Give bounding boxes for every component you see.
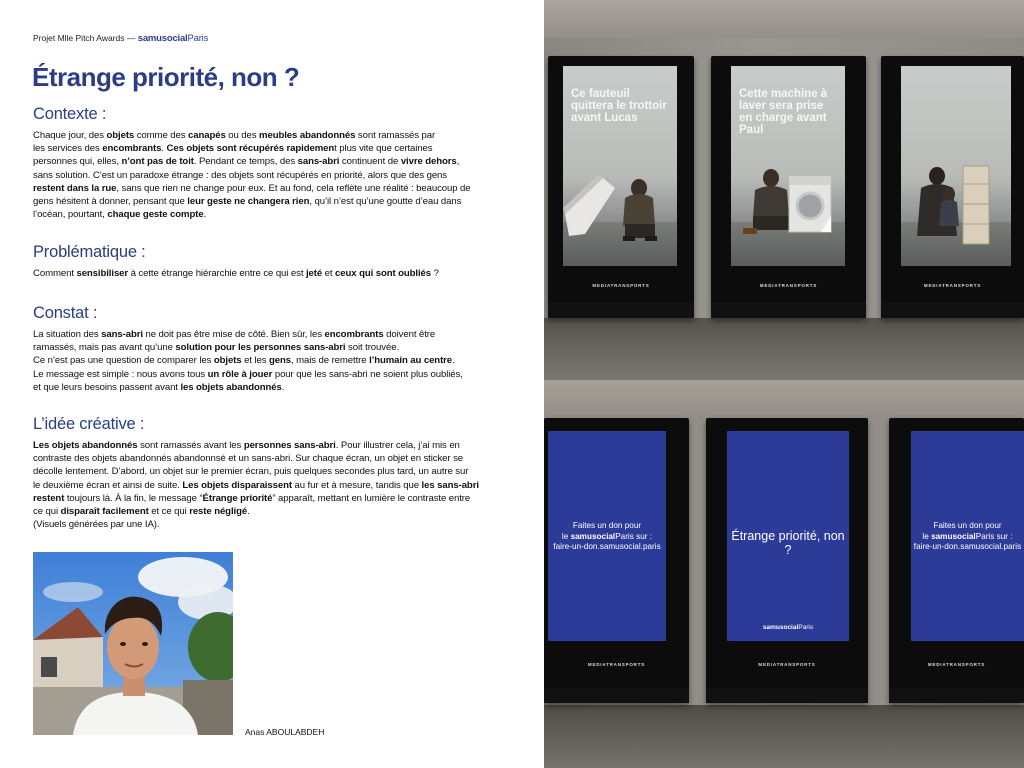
section-title: Problématique :	[33, 243, 146, 261]
photo-caption: Anas ABOULABDEH	[245, 727, 325, 737]
kiosk-message-center	[706, 418, 868, 703]
poster-scene	[563, 66, 677, 266]
section-problematique	[33, 243, 513, 280]
washing-machine-sticker-illustration	[731, 66, 845, 266]
donation-line: Faites un don pour	[572, 521, 642, 530]
shelf-sticker-illustration	[901, 66, 1011, 266]
poster-message: Étrange priorité, non ?	[731, 529, 845, 557]
donation-url: faire-un-don.samusocial.paris	[913, 542, 1022, 551]
poster-headline: Ce fauteuil quittera le trottoir avant Lucas	[571, 88, 667, 124]
floor-strip	[544, 318, 1024, 380]
donation-line: Faites un don pour	[933, 521, 1002, 530]
poster-scene	[901, 66, 1011, 266]
kiosk-donation-left	[544, 418, 689, 703]
operator-label: MEDIATRANSPORTS	[759, 283, 818, 288]
message-poster	[727, 431, 849, 641]
section-body: Comment sensibiliser à cette étrange hiérarchie entre ce qui est jeté et ceux qui sont oubliés ?	[33, 268, 439, 279]
section-body: Chaque jour, des objets comme des canapés ou des meubles abandonnés sont ramassés par les services des encombrants. Ces objets sont récupérés rapidement plus vite que certaines personnes qui, elles, n’ont pas de toit. Pendant ce temps, des sans-abri continuent de vivre dehors, sans solution. C’est un paradoxe étrange : des objets sont récupérés en priorité, alors que des gens restent dans la rue, sans que rien ne change pour eux. Et au fond, cela reflète une réalité : beaucoup de gens hésitent à donner, pensant que leur geste ne changera rien, qu’il n’est qu’une goutte d’eau dans l’océan, pourtant, chaque geste compte.	[33, 130, 471, 221]
kiosk-poster-1	[548, 56, 694, 318]
donation-url: faire-un-don.samusocial.paris	[553, 542, 661, 551]
section-body: La situation des sans-abri ne doit pas être mise de côté. Bien sûr, les encombrants doivent être ramassés, mais pas avant qu’une solution pour les personnes sans-abri soit trouvée. Ce n’est pas une question de comparer les objets et les gens, mais de remettre l’humain au centre. Le message est simple : nous avons tous un rôle à jouer pour que les sans-abri ne soient plus oubliés, et que leurs besoins passent avant les objets abandonnés.	[33, 329, 463, 393]
operator-label: MEDIATRANSPORTS	[927, 662, 986, 667]
donation-poster	[911, 431, 1024, 641]
section-constat	[33, 304, 513, 394]
kiosk-donation-right	[889, 418, 1024, 703]
poster-scene	[731, 66, 845, 266]
section-title: L’idée créative :	[33, 415, 145, 433]
poster-mockup	[544, 0, 1024, 768]
section-idee-creative	[33, 415, 513, 531]
samusocial-logo: samusocialParis	[137, 33, 209, 44]
header-prefix: Projet Mlle Pitch Awards —	[33, 33, 136, 43]
floor-strip	[544, 705, 1024, 768]
page-title: Étrange priorité, non ?	[32, 62, 300, 92]
operator-label: MEDIATRANSPORTS	[923, 283, 982, 288]
kiosk-poster-2	[711, 56, 866, 318]
page-header	[33, 33, 208, 44]
samusocial-logo: samusocialParis	[762, 624, 814, 631]
donation-brand-line: le samusocialParis sur :	[922, 531, 1013, 541]
operator-label: MEDIATRANSPORTS	[592, 283, 650, 288]
section-title: Contexte :	[33, 105, 107, 123]
poster-headline: Cette machine à laver sera prise en charge avant Paul	[739, 88, 828, 136]
armchair-sticker-illustration	[563, 66, 677, 266]
donation-brand-line: le samusocialParis sur :	[561, 531, 653, 541]
operator-label: MEDIATRANSPORTS	[758, 662, 816, 667]
section-body: Les objets abandonnés sont ramassés avant les personnes sans-abri. Pour illustrer cela, j’ai mis en contraste des objets abandonnés abandonnsé et un sans-abri. Sur chaque écran, un objet en sticker se décolle lentement. D’abord, un objet sur le premier écran, puis quelques secondes plus tard, un autre sur le deuxième écran et ainsi de suite. Les objets disparaissent au fur et à mesure, tandis que les sans-abri restent toujours là. À la fin, le message “Étrange priorité” apparaît, mettant en lumière le contraste entre ce qui disparaît facilement et ce qui reste négligé. (Visuels générées par une IA).	[33, 440, 479, 531]
portrait-illustration	[33, 552, 233, 735]
section-title: Constat :	[33, 304, 98, 322]
kiosk-poster-3	[881, 56, 1024, 318]
donation-poster	[548, 431, 666, 641]
operator-label: MEDIATRANSPORTS	[587, 662, 646, 667]
section-contexte	[33, 105, 513, 221]
author-photo	[33, 552, 233, 735]
